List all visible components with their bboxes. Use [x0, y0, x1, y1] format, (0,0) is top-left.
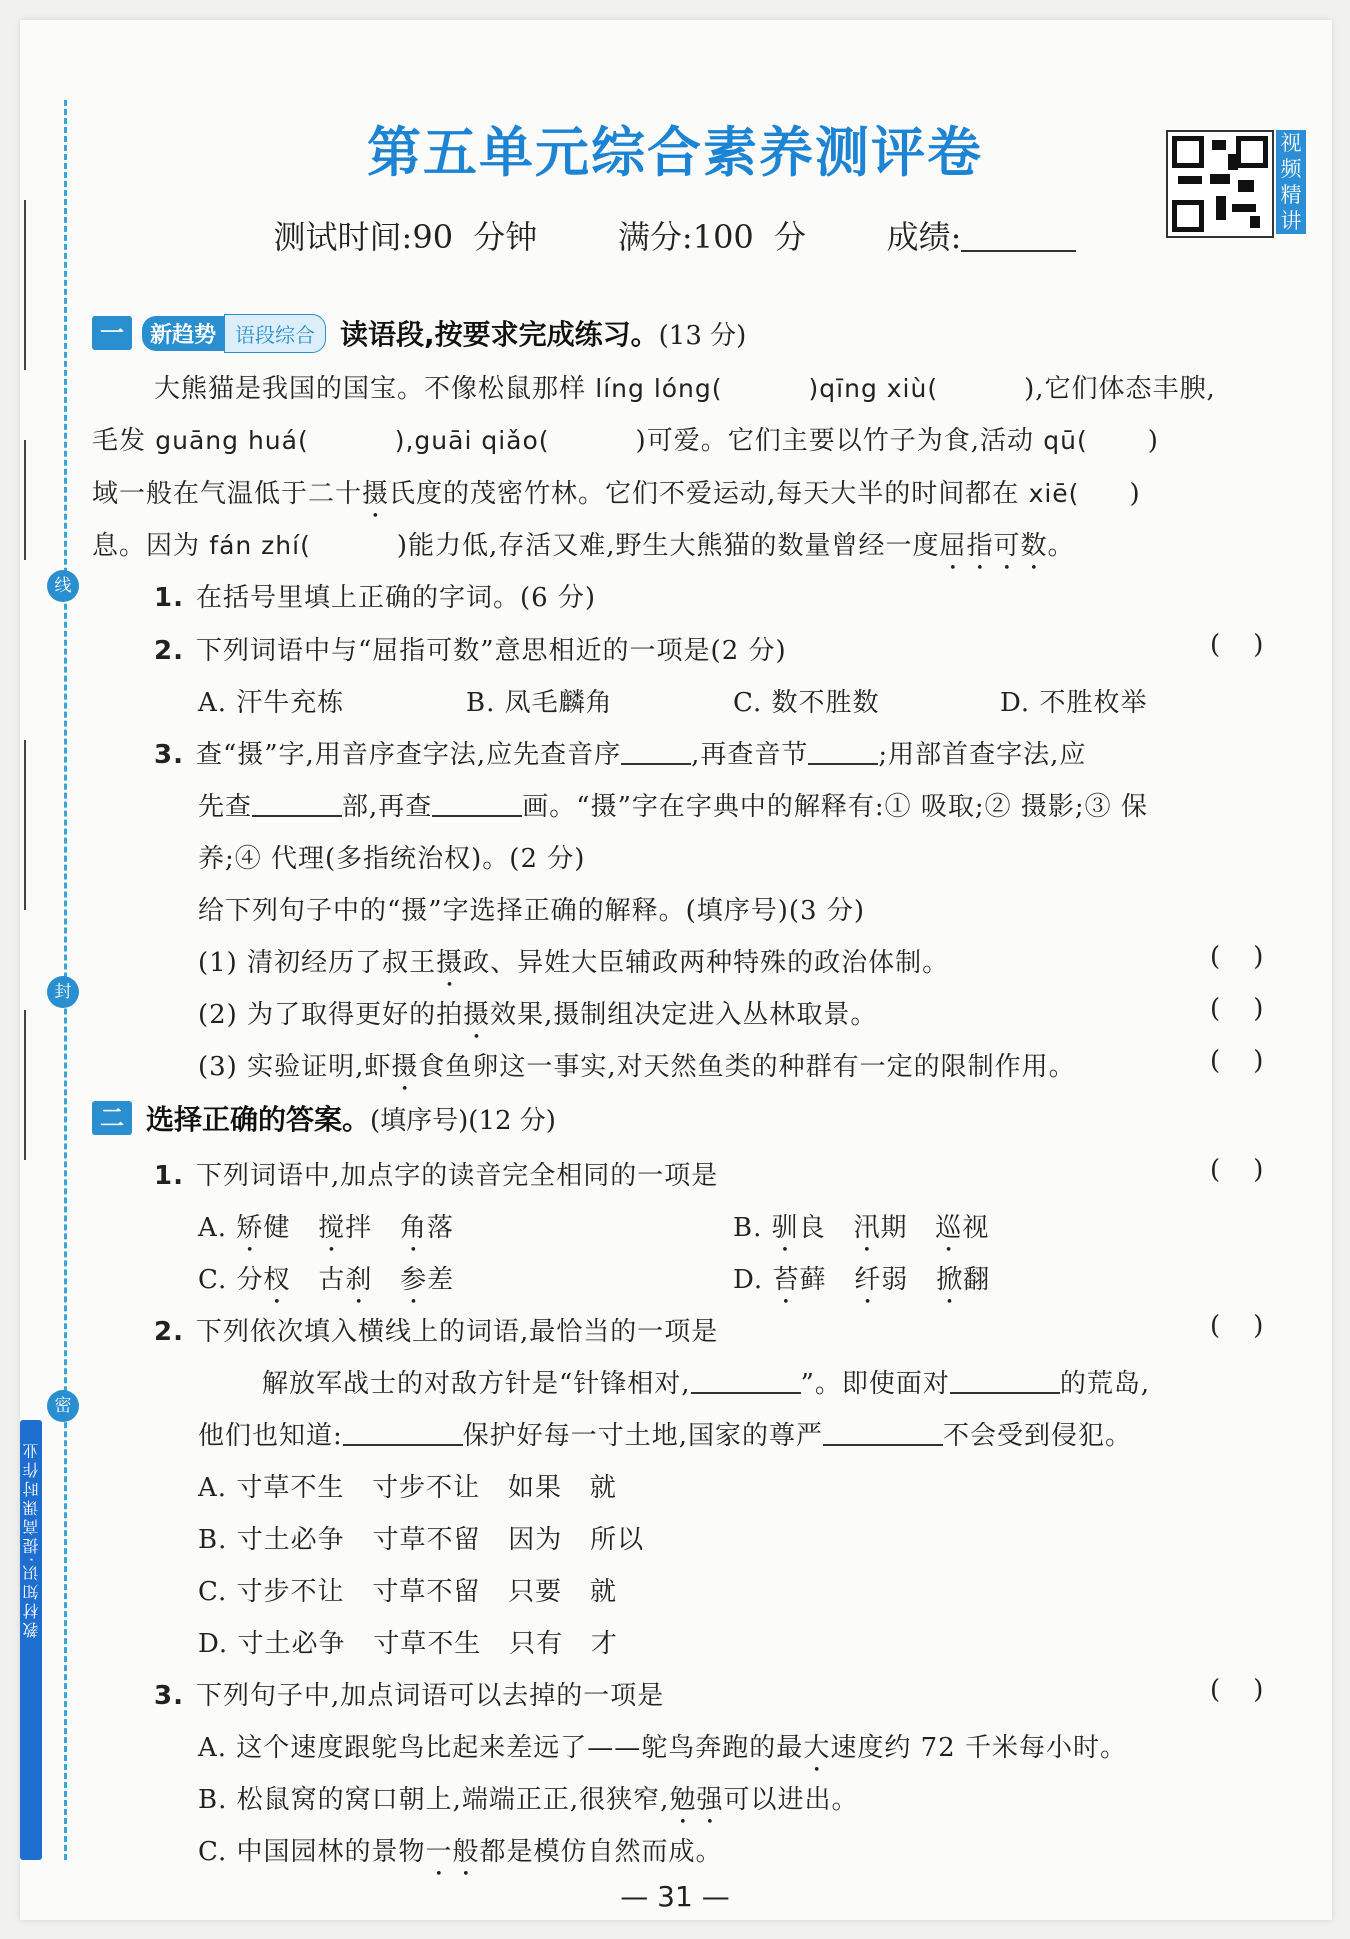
section-title: 读语段,按要求完成练习。(13 分) [340, 318, 747, 351]
margin-rule [24, 1010, 26, 1160]
binding-circle-seal: 封 [47, 976, 79, 1008]
option-b: B. 驯良 汛期 巡视 [733, 1213, 990, 1243]
question-2-3: 3. 下列句子中,加点词语可以去掉的一项是 [154, 1681, 665, 1711]
passage-line: 毛发 guāng huá( ),guāi qiǎo( )可爱。它们主要以竹子为食,活动 qū( ) [92, 426, 1159, 456]
question-1-2: 2. 下列词语中与“屈指可数”意思相近的一项是(2 分) [154, 636, 787, 666]
section-number: 一 [92, 316, 132, 350]
fill-blank[interactable] [252, 791, 342, 817]
score-label: 成绩: [886, 218, 962, 256]
passage-line: 域一般在气温低于二十摄氏度的茂密竹林。它们不爱运动,每天大半的时间都在 xiē( ) [92, 479, 1141, 509]
section-number: 二 [92, 1101, 132, 1135]
option-c: C. 分杈 古刹 参差 [198, 1265, 455, 1295]
question-line: 给下列句子中的“摄”字选择正确的解释。(填序号)(3 分) [198, 896, 865, 926]
answer-paren[interactable]: ( ) [1210, 630, 1264, 660]
fill-blank[interactable] [621, 739, 691, 765]
binding-circle-secret: 密 [47, 1390, 79, 1422]
option: B. 凤毛麟角 [466, 688, 613, 718]
option: C. 数不胜数 [733, 688, 880, 718]
binding-circle-line: 线 [47, 570, 79, 602]
video-tag[interactable]: 视频精讲 [1276, 130, 1306, 234]
option-b: B. 松鼠窝的窝口朝上,端端正正,很狭窄,勉强可以进出。 [198, 1785, 859, 1815]
question-2-2: 2. 下列依次填入横线上的词语,最恰当的一项是 [154, 1317, 719, 1347]
fill-blank[interactable] [343, 1420, 463, 1446]
fill-blank[interactable] [823, 1420, 943, 1446]
margin-rule [24, 740, 26, 910]
option: C. 寸步不让 寸草不留 只要 就 [198, 1577, 617, 1607]
question-1-3: 3. 查“摄”字,用音序查字法,应先查音序 ,再查音节 ;用部首查字法,应 [154, 740, 1087, 770]
question-line: 解放军战士的对敌方针是“针锋相对, ”。即使面对 的荒岛, [262, 1369, 1151, 1399]
full-score-label: 满分:100 分 [617, 218, 806, 256]
page-title: 第五单元综合素养测评卷 [367, 121, 983, 184]
time-label: 测试时间:90 分钟 [273, 218, 538, 256]
fill-blank[interactable] [691, 1368, 801, 1394]
option-a: A. 这个速度跟鸵鸟比起来差远了——鸵鸟奔跑的最大速度约 72 千米每小时。 [198, 1733, 1127, 1763]
section-2-header [92, 1098, 556, 1138]
option: D. 不胜枚举 [1000, 688, 1148, 718]
fill-blank[interactable] [432, 791, 522, 817]
option-c: C. 中国园林的景物一般都是模仿自然而成。 [198, 1837, 723, 1867]
question-line: 养;④ 代理(多指统治权)。(2 分) [198, 844, 586, 874]
passage-line: 大熊猫是我国的国宝。不像松鼠那样 líng lóng( )qīng xiù( ),它们体态丰腴, [154, 374, 1216, 404]
spine-text: 教材知识·提高课时作业 [22, 1440, 41, 1639]
answer-paren[interactable]: ( ) [1210, 942, 1264, 972]
spine-banner [20, 1420, 42, 1860]
type-tag: 语段综合 [224, 314, 326, 353]
question-line: 他们也知道: 保护好每一寸土地,国家的尊严 不会受到侵犯。 [198, 1421, 1133, 1451]
option-a: A. 矫健 搅拌 角落 [198, 1213, 454, 1243]
answer-paren[interactable]: ( ) [1210, 1155, 1264, 1185]
question-line: 先查 部,再查 画。“摄”字在字典中的解释有:① 吸取;② 摄影;③ 保 [198, 792, 1148, 822]
answer-paren[interactable]: ( ) [1210, 994, 1264, 1024]
option: D. 寸土必争 寸草不生 只有 才 [198, 1629, 618, 1659]
sub-question: (3) 实验证明,虾摄食鱼卵这一事实,对天然鱼类的种群有一定的限制作用。 [198, 1052, 1076, 1082]
qr-code-icon[interactable] [1166, 130, 1274, 238]
answer-paren[interactable]: ( ) [1210, 1311, 1264, 1341]
score-blank[interactable] [961, 222, 1076, 252]
page-number: — 31 — [620, 1880, 730, 1913]
fill-blank[interactable] [808, 739, 878, 765]
option: B. 寸土必争 寸草不留 因为 所以 [198, 1525, 645, 1555]
section-title: 选择正确的答案。(填序号)(12 分) [146, 1103, 556, 1136]
fill-blank[interactable] [950, 1368, 1060, 1394]
passage-line: 息。因为 fán zhí( )能力低,存活又难,野生大熊猫的数量曾经一度屈指可数。 [92, 531, 1075, 561]
margin-rule [24, 440, 26, 560]
sub-question: (1) 清初经历了叔王摄政、异姓大臣辅政两种特殊的政治体制。 [198, 948, 950, 978]
question-1-1: 1. 在括号里填上正确的字词。(6 分) [154, 583, 597, 613]
option: A. 汗牛充栋 [198, 688, 345, 718]
trend-tag: 新趋势 [142, 316, 224, 351]
test-info [0, 212, 1350, 258]
sub-question: (2) 为了取得更好的拍摄效果,摄制组决定进入丛林取景。 [198, 1000, 878, 1030]
answer-paren[interactable]: ( ) [1210, 1675, 1264, 1705]
section-1-header [92, 313, 746, 353]
answer-paren[interactable]: ( ) [1210, 1046, 1264, 1076]
option-d: D. 苔藓 纤弱 掀翻 [733, 1265, 991, 1295]
option: A. 寸草不生 寸步不让 如果 就 [198, 1473, 617, 1503]
question-2-1: 1. 下列词语中,加点字的读音完全相同的一项是 [154, 1161, 719, 1191]
